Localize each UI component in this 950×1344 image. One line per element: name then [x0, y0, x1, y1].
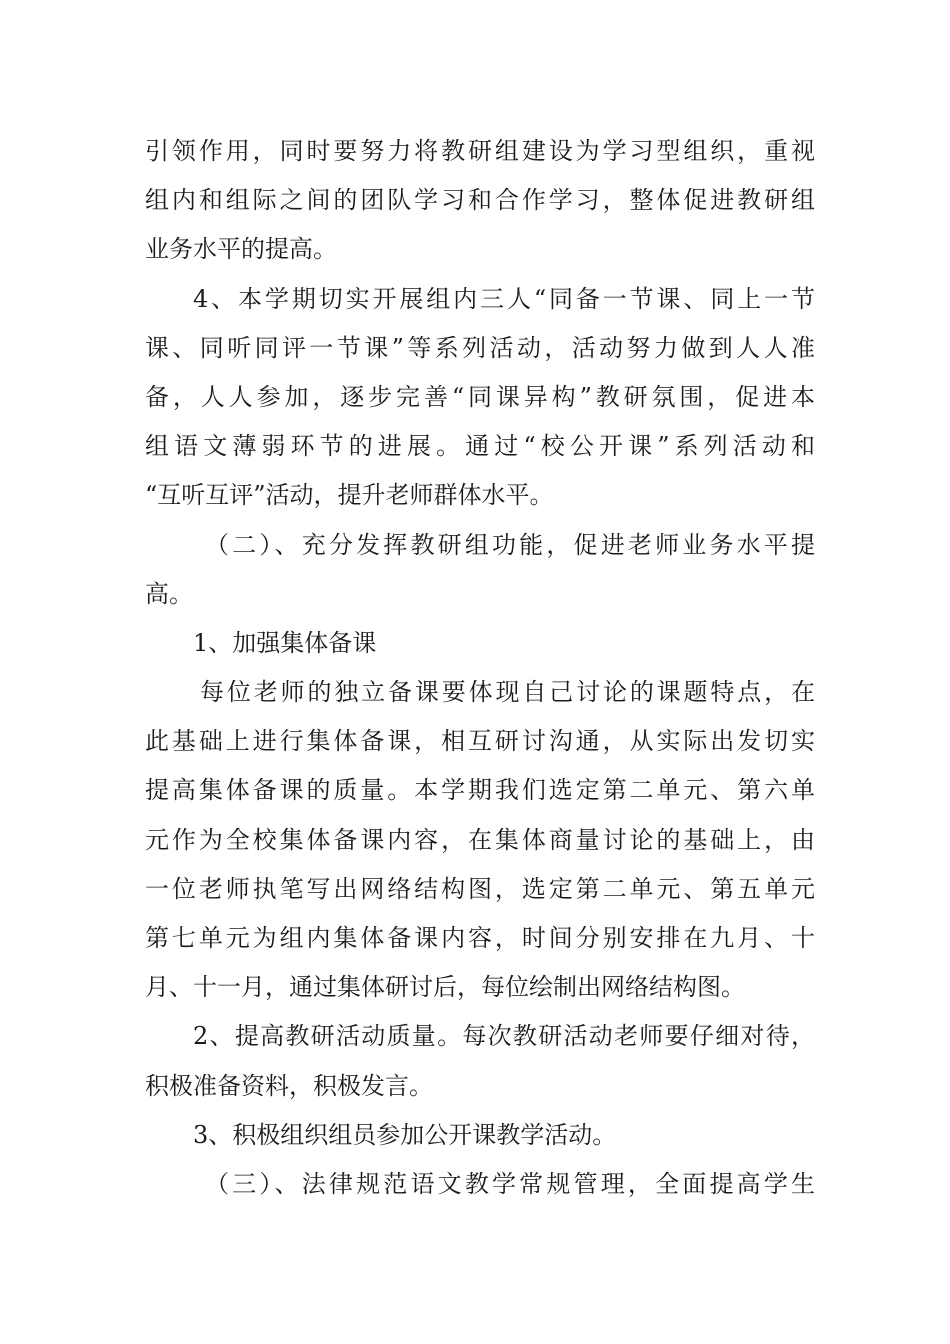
text-line: （二）、充分发挥教研组功能，促进老师业务水平提: [205, 530, 815, 559]
text-line: 课、同听同评一节课”等系列活动，活动努力做到人人准: [145, 333, 815, 362]
text-line: 4、本学期切实开展组内三人“同备一节课、同上一节: [193, 284, 815, 313]
text-line: 组语文薄弱环节的进展。通过“校公开课”系列活动和: [145, 432, 815, 461]
text-line: 高。: [145, 579, 193, 608]
text-line: 月、十一月，通过集体研讨后，每位绘制出网络结构图。: [145, 973, 745, 1002]
text-line: 3、积极组织组员参加公开课教学活动。: [193, 1120, 617, 1149]
text-line: 第七单元为组内集体备课内容，时间分别安排在九月、十: [145, 924, 815, 952]
text-line: 每位老师的独立备课要体现自己讨论的课题特点，在: [200, 678, 815, 707]
document-body: [145, 127, 815, 1209]
text-line: 引领作用，同时要努力将教研组建设为学习型组织，重视: [145, 137, 815, 165]
text-line: 积极准备资料，积极发言。: [145, 1071, 433, 1100]
text-line: 提高集体备课的质量。本学期我们选定第二单元、第六单: [145, 776, 815, 805]
text-line: 1、加强集体备课: [193, 628, 377, 657]
text-line: 元作为全校集体备课内容，在集体商量讨论的基础上，由: [145, 825, 815, 854]
text-line: 组内和组际之间的团队学习和合作学习，整体促进教研组: [145, 186, 815, 215]
text-line: （三）、法律规范语文教学常规管理，全面提高学生: [205, 1169, 815, 1198]
text-line: 此基础上进行集体备课，相互研讨沟通，从实际出发切实: [145, 727, 815, 756]
text-line: 业务水平的提高。: [145, 235, 337, 264]
text-line: 一位老师执笔写出网络结构图，选定第二单元、第五单元: [145, 874, 815, 903]
text-line: 2、提高教研活动质量。每次教研活动老师要仔细对待，: [193, 1022, 815, 1051]
text-line: 备，人人参加，逐步完善“同课异构”教研氛围，促进本: [145, 382, 815, 411]
text-line: “互听互评”活动，提升老师群体水平。: [145, 481, 554, 510]
